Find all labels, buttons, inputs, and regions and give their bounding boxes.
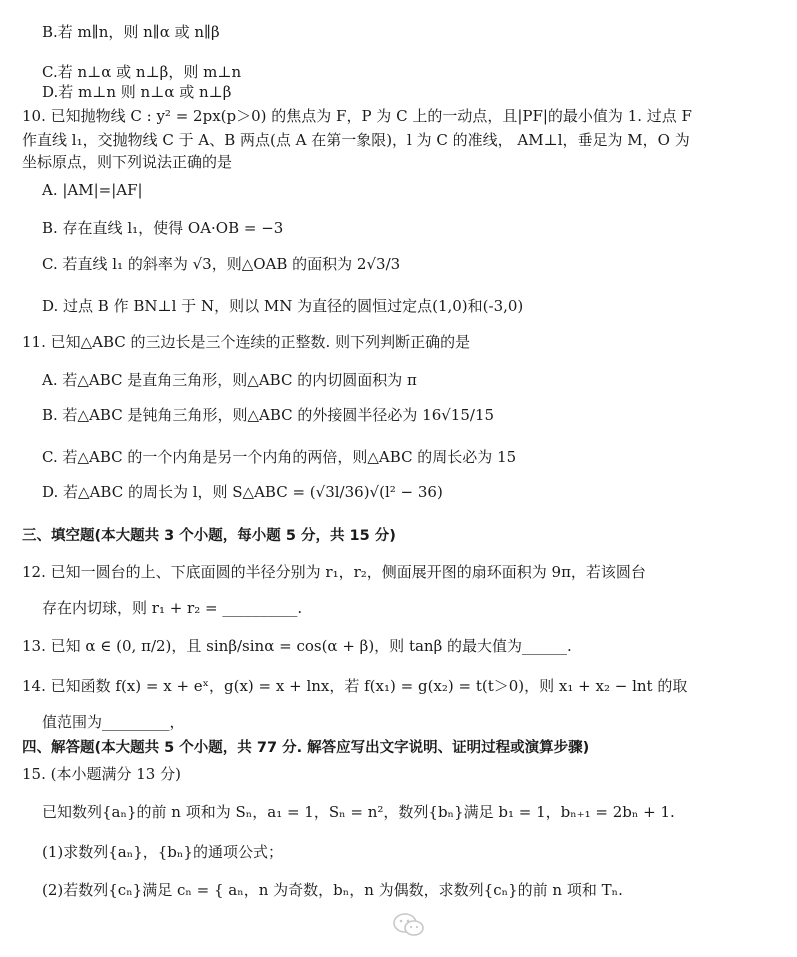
q12-stem-2: 存在内切球，则 r₁ + r₂ = __________.: [42, 599, 303, 617]
q9-option-d: D.若 m⊥n 则 n⊥α 或 n⊥β: [42, 83, 232, 101]
q11-option-c: C. 若△ABC 的一个内角是另一个内角的两倍，则△ABC 的周长必为 15: [42, 448, 517, 466]
q9-option-c: C.若 n⊥α 或 n⊥β，则 m⊥n: [42, 63, 242, 81]
q15-part-1: (1)求数列{aₙ}，{bₙ}的通项公式；: [42, 843, 283, 861]
q10-option-b: B. 存在直线 l₁，使得 OA·OB = −3: [42, 219, 284, 237]
q15-header: 15. (本小题满分 13 分): [22, 765, 181, 783]
q13-stem: 13. 已知 α ∈ (0, π/2)，且 sinβ/sinα = cos(α + β)，则 tanβ 的最大值为______.: [22, 637, 572, 655]
q10-stem-1: 10. 已知抛物线 C : y² = 2px(p＞0) 的焦点为 F，P 为 C 上的一动点，且|PF|的最小值为 1. 过点 F: [22, 107, 692, 125]
q11-option-b: B. 若△ABC 是钝角三角形，则△ABC 的外接圆半径必为 16√15/15: [42, 406, 495, 424]
section-fill-in-title: 三、填空题(本大题共 3 个小题，每小题 5 分，共 15 分): [22, 528, 396, 544]
q15-part-2: (2)若数列{cₙ}满足 cₙ = { aₙ，n 为奇数，bₙ，n 为偶数，求数列{cₙ}的前 n 项和 Tₙ.: [42, 881, 623, 899]
section-solution-title: 四、解答题(本大题共 5 个小题，共 77 分. 解答应写出文字说明、证明过程或演算步骤): [22, 740, 590, 756]
q15-stem: 已知数列{aₙ}的前 n 项和为 Sₙ，a₁ = 1，Sₙ = n²，数列{bₙ}满足 b₁ = 1，bₙ₊₁ = 2bₙ + 1.: [42, 803, 675, 821]
q10-option-a: A. |AM|=|AF|: [42, 181, 143, 199]
q11-stem: 11. 已知△ABC 的三边长是三个连续的正整数. 则下列判断正确的是: [22, 333, 471, 351]
q9-option-b: B.若 m∥n，则 n∥α 或 n∥β: [42, 23, 220, 41]
q14-stem-2: 值范围为_________，: [42, 713, 185, 731]
q10-option-c: C. 若直线 l₁ 的斜率为 √3，则△OAB 的面积为 2√3/3: [42, 255, 401, 273]
q11-option-a: A. 若△ABC 是直角三角形，则△ABC 的内切圆面积为 π: [42, 371, 417, 389]
q11-option-d: D. 若△ABC 的周长为 l，则 S△ABC = (√3l/36)√(l² − 36): [42, 483, 443, 501]
q10-option-d: D. 过点 B 作 BN⊥l 于 N，则以 MN 为直径的圆恒过定点(1,0)和(-3,0): [42, 297, 524, 315]
q14-stem-1: 14. 已知函数 f(x) = x + eˣ，g(x) = x + lnx，若 f(x₁) = g(x₂) = t(t＞0)，则 x₁ + x₂ − lnt 的取: [22, 677, 688, 695]
q10-stem-3: 坐标原点，则下列说法正确的是: [22, 153, 233, 171]
wechat-icon: [392, 912, 426, 938]
q12-stem-1: 12. 已知一圆台的上、下底面圆的半径分别为 r₁，r₂，侧面展开图的扇环面积为 9π，若该圆台: [22, 563, 646, 581]
q10-stem-2: 作直线 l₁，交抛物线 C 于 A、B 两点(点 A 在第一象限)，l 为 C 的准线， AM⊥l，垂足为 M，O 为: [22, 131, 690, 149]
